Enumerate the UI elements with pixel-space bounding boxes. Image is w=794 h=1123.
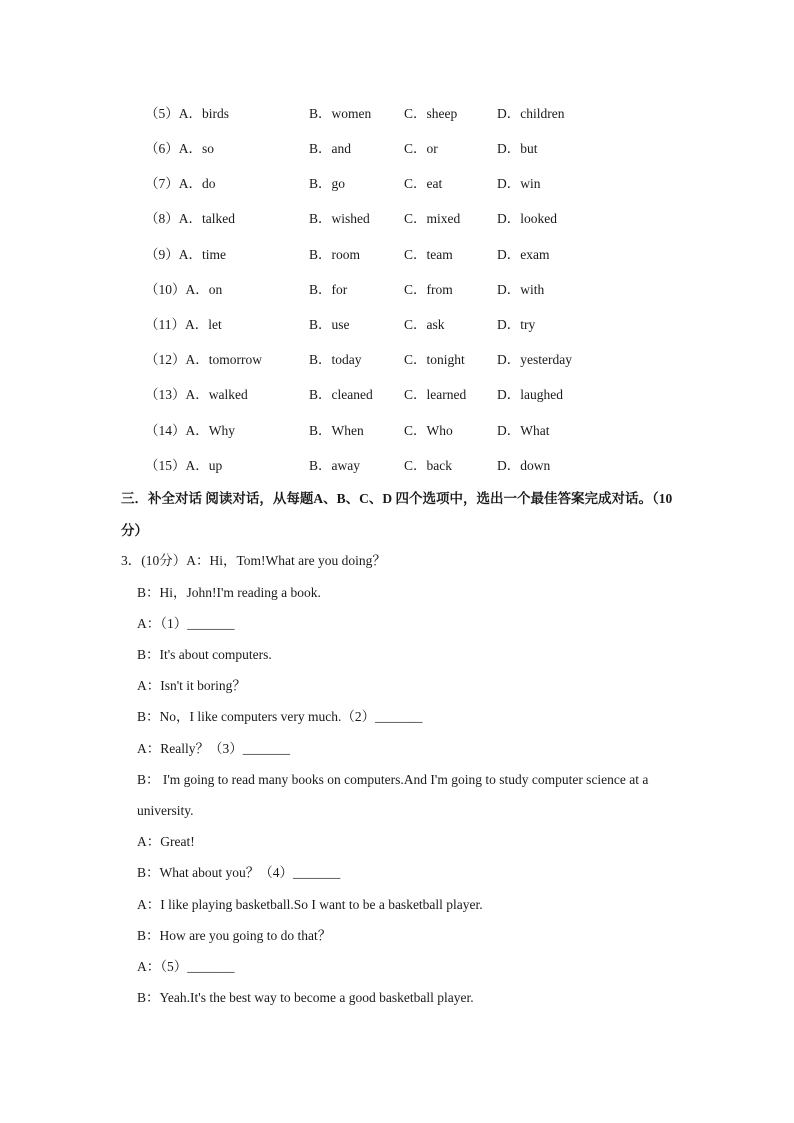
dialogue-text: B：Yeah.It's the best way to become a good basketball player. bbox=[137, 990, 474, 1005]
dialogue-text: B：How are you going to do that？ bbox=[137, 928, 332, 943]
dialogue-text: B：No，I like computers very much.（2） bbox=[137, 709, 376, 724]
dialogue-text: university. bbox=[137, 803, 194, 818]
option-d: D．What bbox=[497, 423, 550, 438]
option-b: B．and bbox=[309, 141, 351, 156]
option-d: D．children bbox=[497, 106, 565, 121]
dialogue-text: A：（1） bbox=[137, 616, 188, 631]
answer-blank[interactable]: _______ bbox=[187, 616, 235, 631]
option-a: （14）A．Why bbox=[145, 423, 235, 438]
option-c: C．or bbox=[404, 141, 438, 156]
option-d: D．exam bbox=[497, 247, 550, 262]
question-intro: 3．(10分）A：Hi，Tom!What are you doing？ bbox=[121, 553, 386, 568]
dialogue-line bbox=[137, 863, 340, 883]
dialogue-text: A：Isn't it boring？ bbox=[137, 678, 246, 693]
dialogue-text: A：Great! bbox=[137, 834, 195, 849]
dialogue-text: B：Hi，John!I'm reading a book. bbox=[137, 585, 321, 600]
option-c: C．sheep bbox=[404, 106, 458, 121]
option-d: D．try bbox=[497, 317, 536, 332]
option-a: （6）A．so bbox=[145, 141, 215, 156]
option-c: C．back bbox=[404, 458, 452, 473]
option-c: C．from bbox=[404, 282, 453, 297]
option-b: B．go bbox=[309, 176, 346, 191]
answer-blank[interactable]: _______ bbox=[187, 959, 235, 974]
option-d: D．but bbox=[497, 141, 538, 156]
option-c: C．Who bbox=[404, 423, 453, 438]
answer-blank[interactable]: _______ bbox=[375, 709, 423, 724]
dialogue-text: B：It's about computers. bbox=[137, 647, 272, 662]
dialogue-line bbox=[137, 832, 195, 852]
answer-blank[interactable]: _______ bbox=[242, 741, 290, 756]
dialogue-line bbox=[137, 957, 235, 977]
option-b: B．cleaned bbox=[309, 387, 373, 402]
option-a: （7）A．do bbox=[145, 176, 216, 191]
dialogue-text: A：Really？（3） bbox=[137, 741, 243, 756]
option-b: B．wished bbox=[309, 211, 370, 226]
option-b: B．use bbox=[309, 317, 350, 332]
option-a: （5）A．birds bbox=[145, 106, 229, 121]
option-b: B．for bbox=[309, 282, 348, 297]
option-d: D．laughed bbox=[497, 387, 563, 402]
option-a: （15）A．up bbox=[145, 458, 223, 473]
dialogue-line bbox=[137, 988, 474, 1008]
option-c: C．mixed bbox=[404, 211, 461, 226]
dialogue-line bbox=[137, 614, 235, 634]
dialogue-line bbox=[137, 707, 422, 727]
section-heading: 三．补全对话 阅读对话，从每题A、B、C、D 四个选项中，选出一个最佳答案完成对话。（10 分） bbox=[121, 491, 673, 538]
option-a: （9）A．time bbox=[145, 247, 226, 262]
option-b: B．away bbox=[309, 458, 360, 473]
dialogue-line bbox=[137, 770, 648, 790]
option-a: （11）A．let bbox=[145, 317, 222, 332]
dialogue-text: B： I'm going to read many books on computers.And I'm going to study computer science at a bbox=[137, 772, 649, 787]
dialogue-text: A：（5） bbox=[137, 959, 188, 974]
answer-blank[interactable]: _______ bbox=[292, 865, 341, 880]
option-c: C．eat bbox=[404, 176, 443, 191]
option-d: D．with bbox=[497, 282, 545, 297]
option-d: D．down bbox=[497, 458, 551, 473]
option-b: B．today bbox=[309, 352, 362, 367]
dialogue-line bbox=[137, 895, 483, 915]
option-a: （10）A．on bbox=[145, 282, 223, 297]
dialogue-line bbox=[137, 926, 331, 946]
option-c: C．team bbox=[404, 247, 453, 262]
dialogue-text: A：I like playing basketball.So I want to be a basketball player. bbox=[137, 897, 483, 912]
option-b: B．room bbox=[309, 247, 361, 262]
dialogue-line bbox=[137, 801, 194, 821]
option-c: C．learned bbox=[404, 387, 467, 402]
option-c: C．tonight bbox=[404, 352, 465, 367]
option-c: C．ask bbox=[404, 317, 445, 332]
option-d: D．yesterday bbox=[497, 352, 572, 367]
dialogue-text: B：What about you？（4） bbox=[137, 865, 293, 880]
option-a: （12）A．tomorrow bbox=[145, 352, 262, 367]
option-d: D．win bbox=[497, 176, 541, 191]
dialogue-line bbox=[137, 676, 246, 696]
dialogue-line bbox=[137, 583, 321, 603]
option-b: B．women bbox=[309, 106, 372, 121]
dialogue-line bbox=[137, 739, 290, 759]
option-a: （8）A．talked bbox=[145, 211, 235, 226]
option-a: （13）A．walked bbox=[145, 387, 248, 402]
option-b: B．When bbox=[309, 423, 364, 438]
option-d: D．looked bbox=[497, 211, 557, 226]
dialogue-line bbox=[137, 645, 272, 665]
